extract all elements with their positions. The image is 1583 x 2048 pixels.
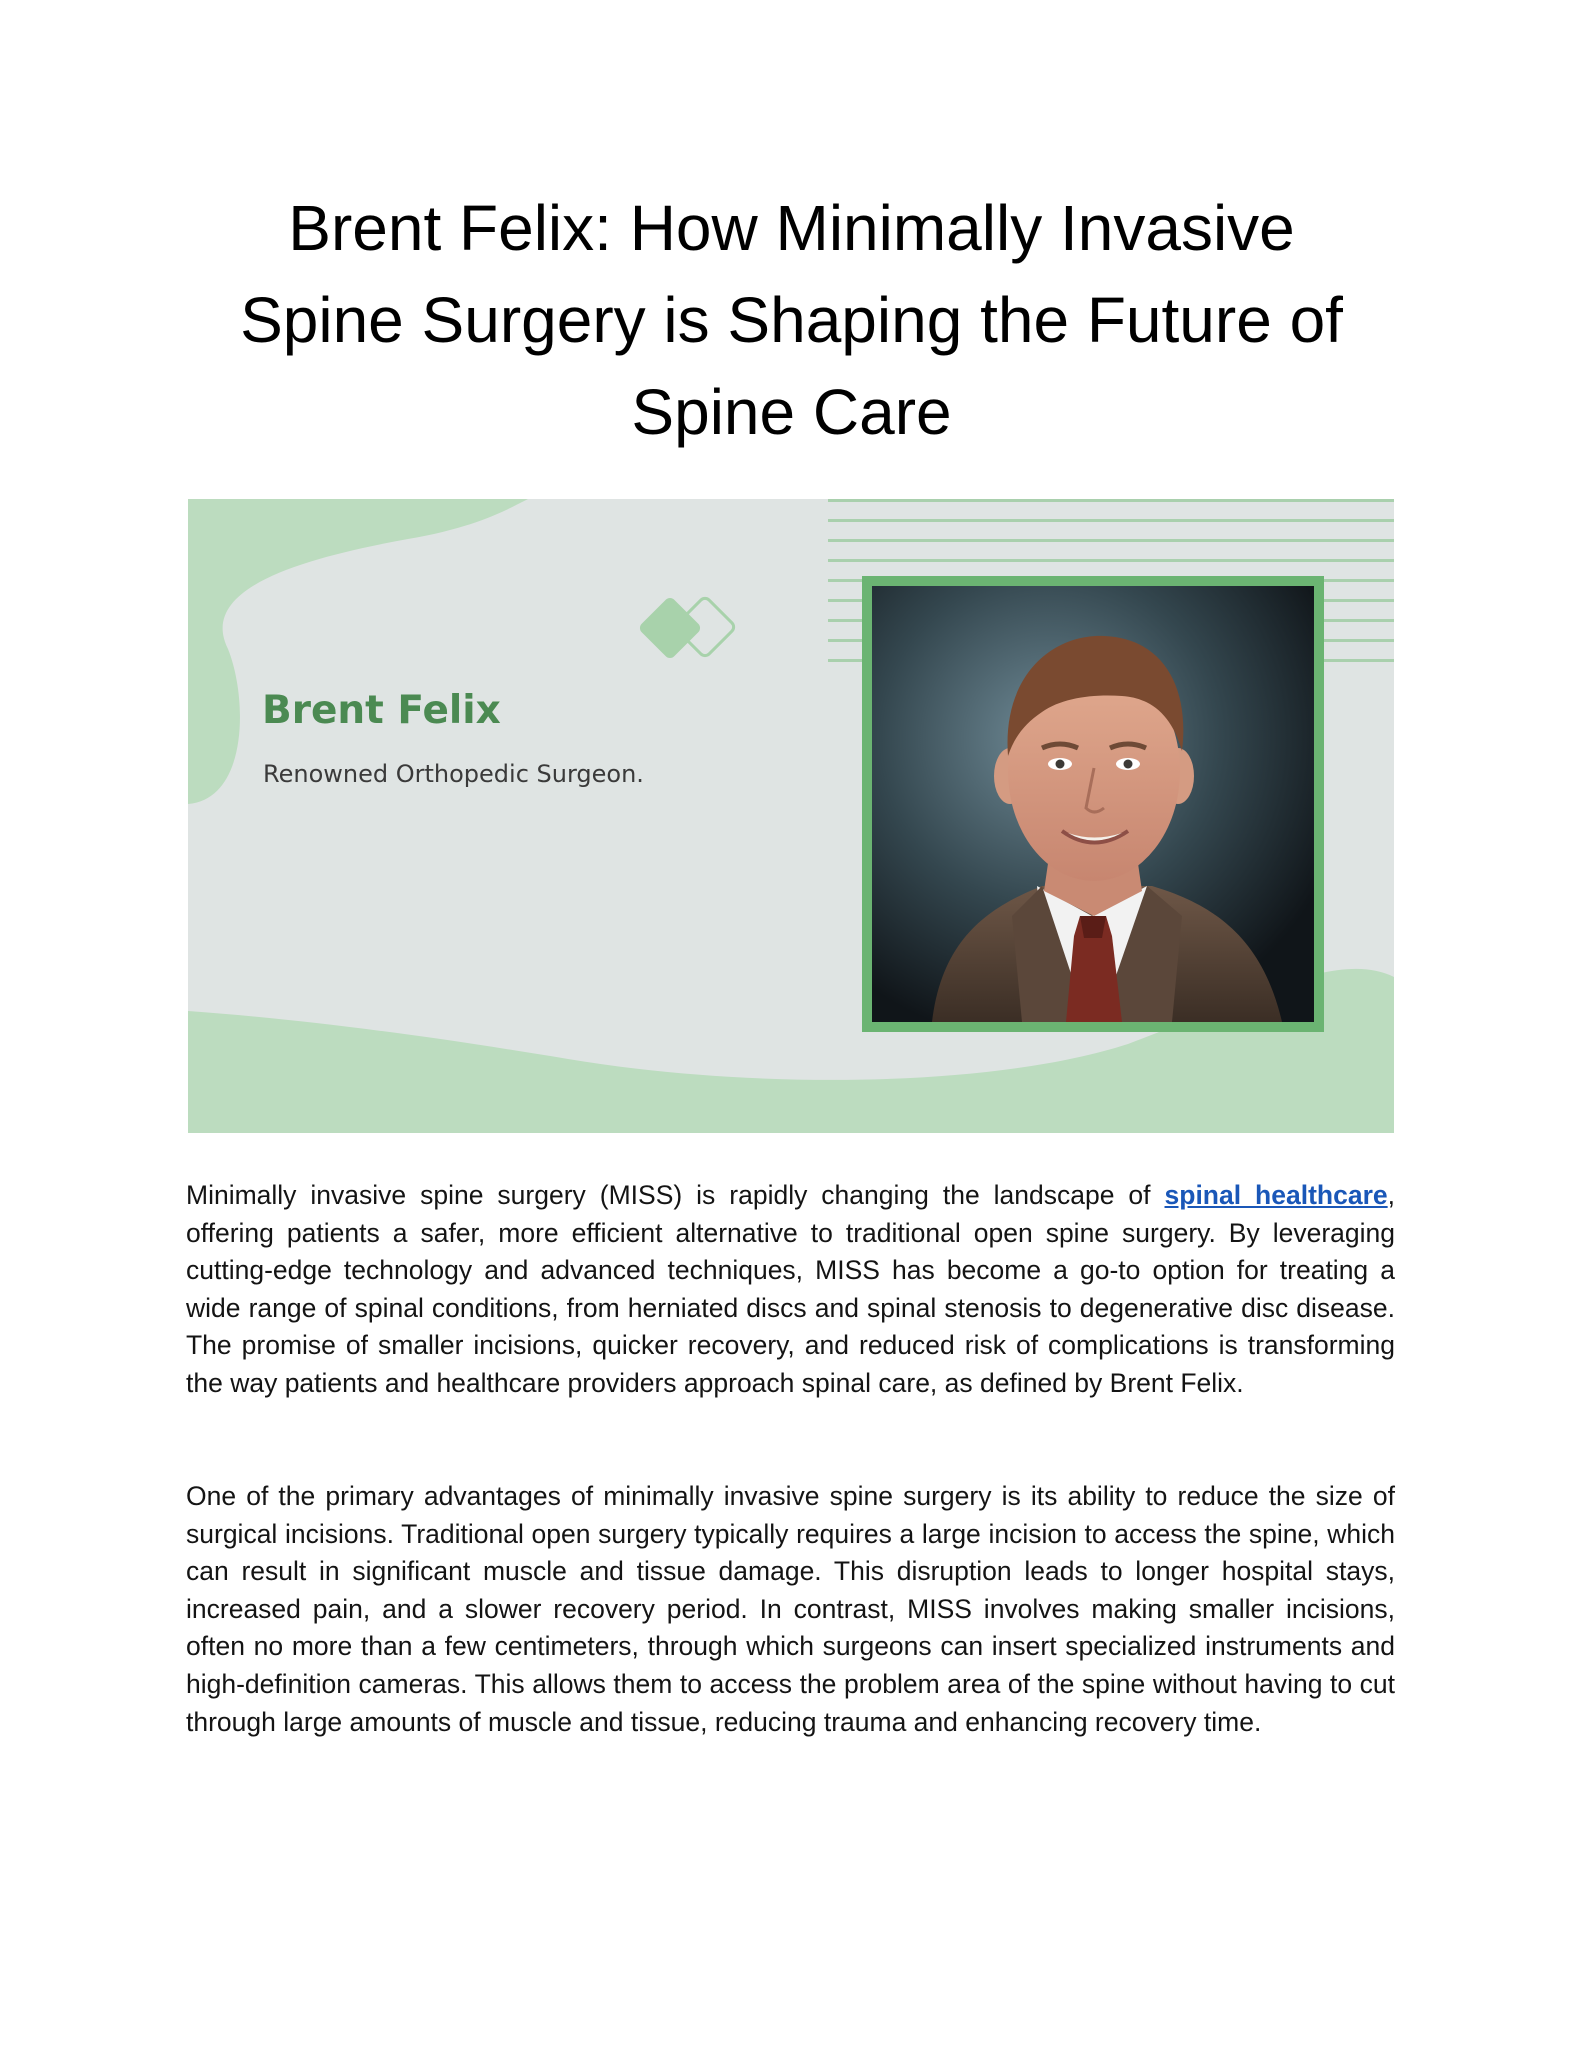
photo-frame	[862, 576, 1324, 1032]
title-line-2: Spine Surgery is Shaping the Future of	[240, 284, 1343, 356]
intro-text-after-link: , offering patients a safer, more efficient alternative to traditional open spine surgery. By leveraging cutting-edge technology and advanced techniques, MISS has become a go-to option for treating a wide range of spinal conditions, from herniated discs and spinal stenosis to degenerative disc disease. The promise of smaller incisions, quicker recovery, and reduced risk of complications is transforming the way patients and healthcare providers approach spinal care, as defined by Brent Felix.	[186, 1180, 1396, 1398]
intro-text-before-link: Minimally invasive spine surgery (MISS) is rapidly changing the landscape of	[186, 1180, 1165, 1210]
title-line-1: Brent Felix: How Minimally Invasive	[288, 192, 1295, 264]
spinal-healthcare-link[interactable]: spinal healthcare	[1164, 1180, 1388, 1210]
portrait-illustration	[872, 586, 1314, 1022]
banner-name: Brent Felix	[262, 688, 501, 733]
banner-role: Renowned Orthopedic Surgeon.	[263, 760, 644, 788]
hero-banner	[188, 499, 1394, 1133]
title-line-3: Spine Care	[631, 376, 952, 448]
page-title	[150, 182, 1433, 458]
body-paragraph: One of the primary advantages of minimally invasive spine surgery is its ability to reduce the size of surgical incisions. Traditional open surgery typically requires a large incision to access the spine, which can result in significant muscle and tissue damage. This disruption leads to longer hospital stays, increased pain, and a slower recovery period. In contrast, MISS involves making smaller incisions, often no more than a few centimeters, through which surgeons can insert specialized instruments and high-definition cameras. This allows them to access the problem area of the spine without having to cut through large amounts of muscle and tissue, reducing trauma and enhancing recovery time.	[186, 1481, 1395, 1737]
intro-paragraph	[186, 1177, 1395, 1403]
surgeon-portrait	[872, 586, 1314, 1022]
double-diamond-logo-icon	[633, 594, 743, 664]
